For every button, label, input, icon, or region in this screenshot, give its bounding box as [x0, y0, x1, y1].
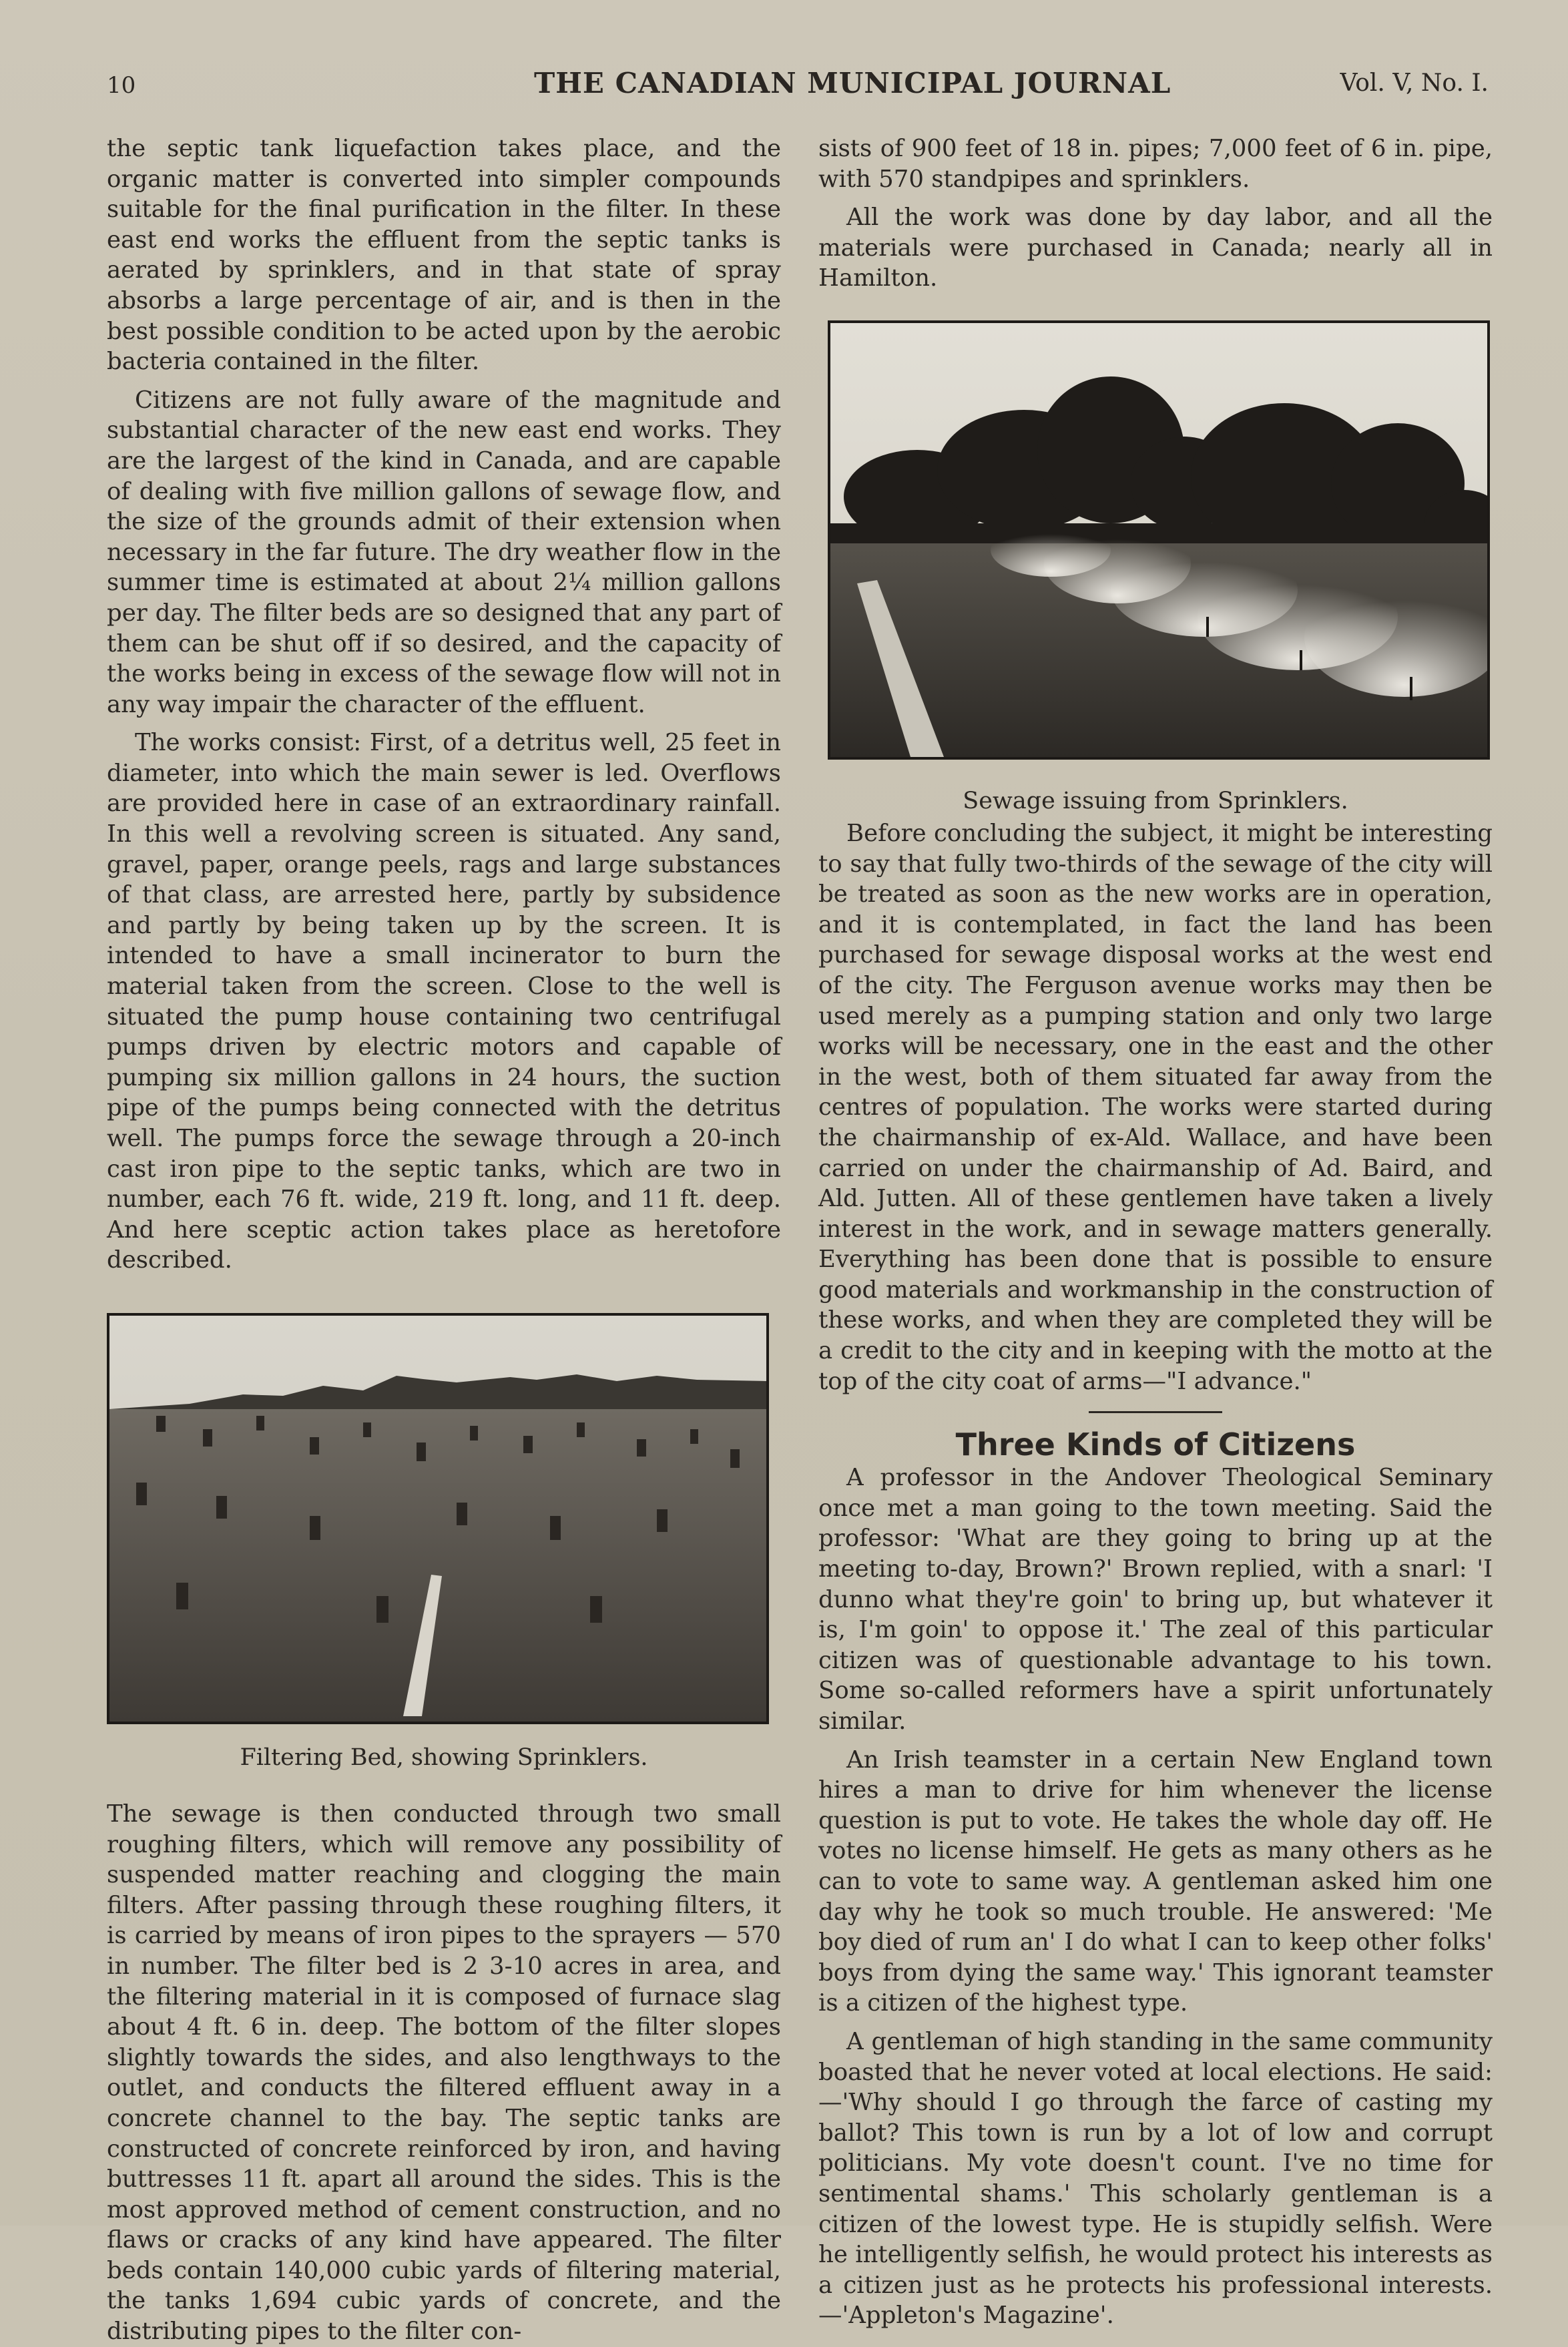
right-column [818, 134, 1493, 2331]
left-paragraph-2: Citizens are not fully aware of the magnitude and substantial character of the new east end works. They are the largest of the kind in Canada, and are capable of dealing with five million gallons of sewage flow, and the size of the grounds admit of their extension when necessary in the far future. The dry weather flow in the summer time is estimated at about 2¼ million gallons per day. The filter beds are so designed that any part of them can be shut off if so desired, and the capacity of the works being in excess of the sewage flow will not in any way impair the character of the effluent. [107, 386, 781, 718]
journal-title: THE CANADIAN MUNICIPAL JOURNAL [534, 67, 1171, 99]
article-paragraph-3: A gentleman of high standing in the same community boasted that he never voted at local elections. He said:—'Why should I go through the farce of casting my ballot? This town is run by a lot of low and corrupt politicians. My vote doesn't count. I've no time for sentimental shams.' This scholarly gentleman is a citizen of the lowest type. He is stupidly selfish. Were he intelligently selfish, he would protect his interests as a citizen just as he protects his professional interests.—'Appleton's Magazine'. [818, 2027, 1493, 2330]
filtering-bed-caption: Filtering Bed, showing Sprinklers. [240, 1744, 648, 1771]
running-header [107, 67, 1489, 107]
article-paragraph-2: An Irish teamster in a certain New England town hires a man to drive for him whenever the license question is put to vote. He takes the whole day off. He votes no license himself. He gets as many others as he can to vote to same way. A gentleman asked him one day why he took so much trouble. He answered: 'Me boy died of rum an' I do what I can to keep other folks' boys from dying the same way.' This ignorant teamster is a citizen of the highest type. [818, 1746, 1493, 2017]
article-paragraph-1: A professor in the Andover Theological Seminary once met a man going to the town meeting. Said the professor: 'What are they going to bring up at the meeting to-day, Brown?' Brown replied, with a snarl: 'I dunno what they're goin' to bring up, but whatever it is, I'm goin' to oppose it.' The zeal of this particular citizen was of questionable advantage to his town. Some so-called reformers have a spirit unfortunately similar. [818, 1464, 1493, 1735]
sprinklers-caption: Sewage issuing from Sprinklers. [963, 787, 1348, 814]
page-number: 10 [107, 72, 136, 99]
article-heading: Three Kinds of Citizens [955, 1426, 1356, 1463]
right-paragraph-2: All the work was done by day labor, and all the materials were purchased in Canada; nearly all in Hamilton. [818, 204, 1493, 292]
sprinklers-photo [828, 320, 1490, 760]
filtering-bed-image [109, 1316, 766, 1722]
left-paragraph-3: The works consist: First, of a detritus well, 25 feet in diameter, into which the main sewer is led. Overflows are provided here in case of an extraordinary rainfall. In this well a revolving screen is situated. Any sand, gravel, paper, orange peels, rags and large substances of that class, are arrested here, partly by subsidence and partly by being taken up by the screen. It is intended to have a small incinerator to burn the material taken from the screen. Close to the well is situated the pump house containing two centrifugal pumps driven by electric motors and capable of pumping six million gallons in 24 hours, the suction pipe of the pumps being connected with the detritus well. The pumps force the sewage through a 20-inch cast iron pipe to the septic tanks, which are two in number, each 76 ft. wide, 219 ft. long, and 11 ft. deep. And here sceptic action takes place as heretofore described. [107, 729, 781, 1274]
left-paragraph-1: the septic tank liquefaction takes place, and the organic matter is converted into simpler compounds suitable for the final purification in the filter. In these east end works the effluent from the septic tanks is aerated by sprinklers, and in that state of spray absorbs a large percentage of air, and is then in the best possible condition to be acted upon by the aerobic bacteria contained in the filter. [107, 135, 781, 376]
filtering-bed-photo [107, 1313, 769, 1724]
volume-issue: Vol. V, No. I. [1340, 69, 1489, 97]
left-paragraph-4: The sewage is then conducted through two small roughing filters, which will remove any possibility of suspended matter reaching and clogging the main filters. After passing through these roughing filters, it is carried by means of iron pipes to the sprayers — 570 in number. The filter bed is 2 3-10 acres in area, and the filtering material in it is composed of furnace slag about 4 ft. 6 in. deep. The bottom of the filter slopes slightly towards the sides, and also lengthways to the outlet, and conducts the filtered effluent away in a concrete channel to the bay. The septic tanks are constructed of concrete reinforced by iron, and having buttresses 11 ft. apart all around the sides. This is the most approved method of cement construction, and no flaws or cracks of any kind have appeared. The filter beds contain 140,000 cubic yards of filtering material, the tanks 1,694 cubic yards of concrete, and the distributing pipes to the filter con- [107, 1800, 781, 2346]
right-paragraph-1: sists of 900 feet of 18 in. pipes; 7,000 feet of 6 in. pipe, with 570 standpipes and sprinklers. [818, 135, 1493, 193]
left-column [107, 134, 781, 2347]
right-paragraph-3: Before concluding the subject, it might be interesting to say that fully two-thirds of the sewage of the city will be treated as soon as the new works are in operation, and it is contemplated, in fact the land has been purchased for sewage disposal works at the west end of the city. The Ferguson avenue works may then be used merely as a pumping station and only two large works will be necessary, one in the east and the other in the west, both of them situated far away from the centres of population. The works were started during the chairmanship of ex-Ald. Wallace, and have been carried on under the chairmanship of Ad. Baird, and Ald. Jutten. All of these gentlemen have taken a lively interest in the work, and in sewage matters generally. Everything has been done that is possible to ensure good materials and workmanship in the construction of these works, and when they are completed they will be a credit to the city and in keeping with the motto at the top of the city coat of arms—"I advance." [818, 819, 1493, 1395]
sprinklers-image [830, 323, 1487, 757]
